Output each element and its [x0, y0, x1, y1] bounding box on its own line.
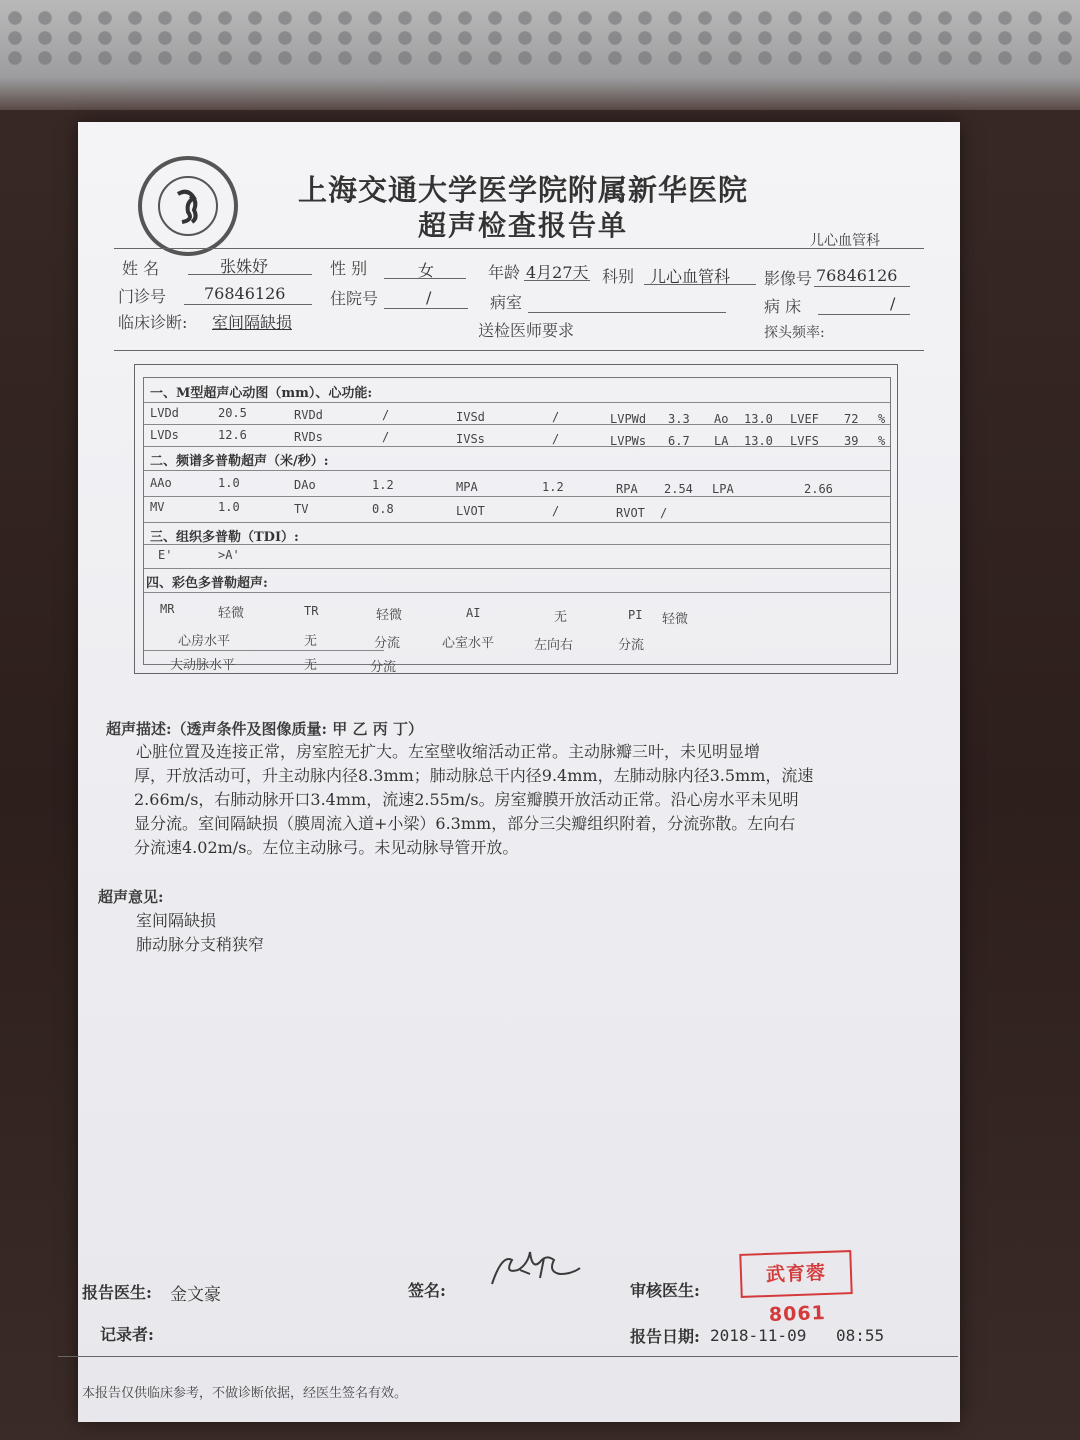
- table-cell: 1.2: [372, 478, 394, 492]
- table-cell: 20.5: [218, 406, 247, 420]
- handwritten-signature: [484, 1234, 604, 1304]
- table-cell: 轻微: [376, 608, 403, 623]
- table-cell: DAo: [294, 478, 316, 492]
- table-cell: %: [878, 434, 886, 448]
- department-top: 儿心血管科: [810, 233, 880, 249]
- age-label: 年龄: [488, 263, 521, 282]
- table-cell: RVOT: [616, 506, 645, 520]
- doctor-request-label: 送检医师要求: [478, 321, 575, 340]
- description-line: 厚，开放活动可，升主动脉内径8.3mm；肺动脉总干内径9.4mm，左肺动脉内径3.5mm，流速: [134, 766, 814, 785]
- table-cell: /: [552, 410, 560, 424]
- image-no-underline: [814, 286, 910, 287]
- row-divider: [144, 402, 890, 403]
- section-color-doppler: 四、彩色多普勒超声:: [146, 576, 268, 591]
- table-cell: 1.2: [542, 480, 564, 494]
- sex-label: 性 别: [330, 259, 368, 278]
- review-stamp: 武育蓉8061: [739, 1250, 852, 1298]
- table-cell: RVDs: [294, 430, 323, 444]
- name-underline: [188, 274, 312, 275]
- table-cell: 轻微: [218, 606, 245, 621]
- table-cell: LVFS: [790, 434, 819, 448]
- row-divider: [144, 446, 890, 447]
- row-divider: [144, 568, 890, 569]
- table-cell: TR: [304, 604, 319, 618]
- patient-sex: 女: [418, 261, 435, 280]
- table-cell: 左向右: [534, 638, 574, 653]
- table-cell: 12.6: [218, 428, 247, 442]
- report-date-label: 报告日期:: [630, 1327, 700, 1346]
- report-doctor-label: 报告医生:: [82, 1283, 152, 1302]
- table-cell: 分流: [374, 636, 401, 651]
- table-cell: %: [878, 412, 886, 426]
- patient-name: 张姝妤: [220, 257, 269, 276]
- bed-label: 病 床: [764, 297, 802, 316]
- table-cell: MR: [160, 602, 175, 616]
- row-divider: [144, 522, 890, 523]
- opinion-item: 室间隔缺损: [136, 911, 217, 930]
- clinic-no: 76846126: [204, 284, 286, 303]
- table-cell: /: [552, 504, 560, 518]
- table-cell: LVPWd: [610, 412, 647, 426]
- table-cell: 72: [844, 412, 859, 426]
- table-cell: 1.0: [218, 476, 240, 490]
- row-divider: [144, 424, 890, 425]
- dept-underline: [644, 284, 756, 285]
- bed-underline: [818, 314, 910, 315]
- table-cell: LVDd: [150, 406, 179, 420]
- table-cell: 心室水平: [442, 636, 495, 651]
- table-cell: /: [660, 506, 668, 520]
- inpatient-underline: [384, 308, 468, 309]
- diagnosis-value: 室间隔缺损: [212, 313, 293, 332]
- hospital-logo: [138, 156, 238, 256]
- measurements-table: [134, 364, 898, 674]
- table-cell: IVSd: [456, 410, 485, 424]
- table-cell: LA: [714, 434, 729, 448]
- table-cell: >A': [218, 548, 240, 562]
- report-date: 2018-11-09: [710, 1326, 807, 1345]
- description-line: 2.66m/s，右肺动脉开口3.4mm，流速2.55m/s。房室瓣膜开放活动正常。沿心房水平未见明: [134, 790, 799, 809]
- report-time: 08:55: [836, 1326, 885, 1345]
- footer-divider: [58, 1356, 958, 1357]
- table-cell: 无: [304, 634, 318, 649]
- section-tdi: 三、组织多普勒（TDI）:: [150, 530, 299, 545]
- table-cell: 1.0: [218, 500, 240, 514]
- row-divider: [144, 470, 890, 471]
- diagnosis-label: 临床诊断:: [118, 313, 188, 332]
- sign-label: 签名:: [408, 1281, 446, 1300]
- table-cell: LVEF: [790, 412, 819, 426]
- table-cell: 39: [844, 434, 859, 448]
- table-cell: LVDs: [150, 428, 179, 442]
- ward-underline: [528, 312, 726, 313]
- table-cell: LVPWs: [610, 434, 647, 448]
- probe-freq-label: 探头频率:: [764, 325, 825, 341]
- header-divider: [114, 248, 924, 249]
- patient-age: 4月27天: [526, 263, 589, 282]
- clinic-no-label: 门诊号: [118, 287, 167, 306]
- image-no: 76846126: [816, 266, 898, 285]
- table-cell: 13.0: [744, 412, 773, 426]
- table-cell: 2.66: [804, 482, 833, 496]
- table-cell: PI: [628, 608, 643, 622]
- table-cell: 3.3: [668, 412, 690, 426]
- report-doctor-name: 金文豪: [170, 1285, 221, 1305]
- report-paper: [78, 122, 960, 1422]
- recorder-label: 记录者:: [100, 1325, 154, 1344]
- table-cell: 分流: [618, 638, 645, 653]
- description-line: 显分流。室间隔缺损（膜周流入道+小梁）6.3mm，部分三尖瓣组织附着，分流弥散。左向右: [134, 814, 796, 833]
- info-divider: [114, 350, 924, 351]
- row-divider: [144, 544, 890, 545]
- section-doppler: 二、频谱多普勒超声（米/秒）:: [150, 454, 329, 469]
- table-cell: E': [158, 548, 173, 562]
- table-cell: RPA: [616, 482, 638, 496]
- table-cell: /: [382, 430, 390, 444]
- table-cell: 轻微: [662, 612, 689, 627]
- sex-underline: [384, 278, 466, 279]
- table-cell: TV: [294, 502, 309, 516]
- table-cell: 0.8: [372, 502, 394, 516]
- table-cell: LVOT: [456, 504, 485, 518]
- description-heading: 超声描述:（透声条件及图像质量: 甲 乙 丙 丁）: [106, 720, 423, 738]
- image-no-label: 影像号: [764, 269, 813, 288]
- opinion-item: 肺动脉分支稍狭窄: [136, 935, 265, 954]
- row-divider: [144, 496, 890, 497]
- table-cell: 分流: [370, 660, 397, 675]
- hospital-name: 上海交通大学医学院附属新华医院: [298, 173, 749, 207]
- table-cell: IVSs: [456, 432, 485, 446]
- table-cell: /: [382, 408, 390, 422]
- clinic-no-underline: [184, 304, 312, 305]
- table-cell: MV: [150, 500, 165, 514]
- table-cell: RVDd: [294, 408, 323, 422]
- section-m-mode: 一、M型超声心动图（mm）、心功能:: [150, 386, 373, 401]
- table-cell: 13.0: [744, 434, 773, 448]
- table-cell: Ao: [714, 412, 729, 426]
- table-cell: 无: [304, 658, 318, 673]
- table-cell: MPA: [456, 480, 478, 494]
- logo-mark-icon: [142, 160, 234, 252]
- row-divider: [144, 592, 890, 593]
- table-cell: /: [552, 432, 560, 446]
- review-doctor-label: 审核医生:: [630, 1281, 700, 1300]
- table-cell: AI: [466, 606, 481, 620]
- shelf-holes: [0, 8, 1080, 68]
- table-cell: 心房水平: [178, 634, 231, 649]
- name-label: 姓 名: [122, 259, 160, 278]
- patient-dept: 儿心血管科: [650, 267, 731, 286]
- opinion-heading: 超声意见:: [98, 888, 164, 906]
- ward-label: 病室: [490, 293, 523, 312]
- table-cell: AAo: [150, 476, 172, 490]
- inpatient-label: 住院号: [330, 289, 379, 308]
- description-line: 心脏位置及连接正常，房室腔无扩大。左室壁收缩活动正常。主动脉瓣三叶，未见明显增: [136, 742, 761, 761]
- footer-note: 本报告仅供临床参考，不做诊断依据，经医生签名有效。: [82, 1386, 408, 1401]
- table-cell: 大动脉水平: [170, 658, 236, 673]
- table-cell: 无: [554, 610, 568, 625]
- report-title: 超声检查报告单: [418, 209, 629, 242]
- row-divider: [144, 650, 384, 651]
- inpatient-no: /: [426, 288, 432, 307]
- age-underline: [524, 280, 590, 281]
- background-shelf: [0, 0, 1080, 110]
- description-line: 分流速4.02m/s。左位主动脉弓。未见动脉导管开放。: [134, 838, 519, 857]
- dept-label: 科别: [602, 267, 635, 286]
- table-cell: LPA: [712, 482, 734, 496]
- table-cell: 2.54: [664, 482, 693, 496]
- measurements-grid: [143, 377, 891, 675]
- table-cell: 6.7: [668, 434, 690, 448]
- bed-value: /: [890, 294, 896, 313]
